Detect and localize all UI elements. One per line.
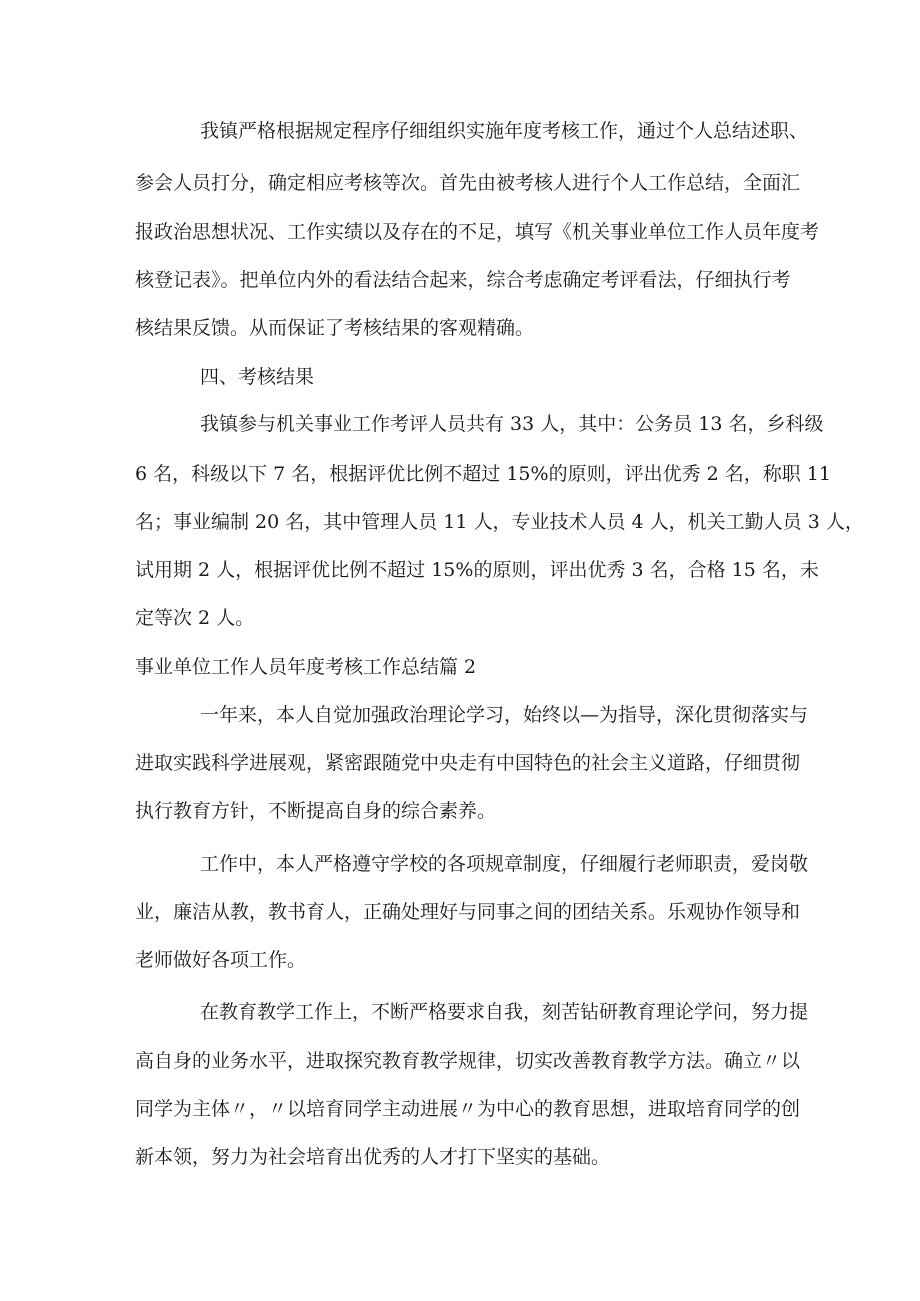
paragraph-1-line-2: 参会人员打分，确定相应考核等次。首先由被考核人进行个人工作总结，全面汇 xyxy=(135,172,801,194)
paragraph-2-line-3: 名；事业编制 20 名，其中管理人员 11 人，专业技术人员 4 人，机关工勤人员 3 人， xyxy=(135,511,864,533)
paragraph-3-line-3: 执行教育方针，不断提高自身的综合素养。 xyxy=(135,800,497,822)
paragraph-2-line-5: 定等次 2 人。 xyxy=(135,607,255,629)
paragraph-2-line-1: 我镇参与机关事业工作考评人员共有 33 人，其中：公务员 13 名，乡科级 xyxy=(200,413,824,435)
paragraph-4-line-2: 业，廉洁从教，教书育人，正确处理好与同事之间的团结关系。乐观协作领导和 xyxy=(135,901,801,923)
section-heading-results: 四、考核结果 xyxy=(200,366,315,388)
paragraph-2-line-2: 6 名，科级以下 7 名，根据评优比例不超过 15%的原则，评出优秀 2 名，称职 11 xyxy=(135,463,831,485)
paragraph-3-line-2: 进取实践科学进展观，紧密跟随党中央走有中国特色的社会主义道路，仔细贯彻 xyxy=(135,752,801,774)
paragraph-2-line-4: 试用期 2 人，根据评优比例不超过 15%的原则，评出优秀 3 名，合格 15 名，未 xyxy=(135,559,819,581)
section-title-part-2: 事业单位工作人员年度考核工作总结篇 2 xyxy=(135,656,477,678)
paragraph-1-line-1: 我镇严格根据规定程序仔细组织实施年度考核工作，通过个人总结述职、 xyxy=(200,120,809,142)
paragraph-5-line-1: 在教育教学工作上，不断严格要求自我，刻苦钻研教育理论学问，努力提 xyxy=(200,1001,809,1023)
paragraph-1-line-3: 报政治思想状况、工作实绩以及存在的不足，填写《机关事业单位工作人员年度考 xyxy=(135,221,820,243)
paragraph-5-line-4: 新本领，努力为社会培育出优秀的人才打下坚实的基础。 xyxy=(135,1146,611,1168)
paragraph-4-line-3: 老师做好各项工作。 xyxy=(135,949,307,971)
paragraph-5-line-2: 高自身的业务水平，进取探究教育教学规律，切实改善教育教学方法。确立〃以 xyxy=(135,1050,801,1072)
paragraph-1-line-4: 核登记表》。把单位内外的看法结合起来，综合考虑确定考评看法，仔细执行考 xyxy=(135,269,791,291)
paragraph-3-line-1: 一年来，本人自觉加强政治理论学习，始终以—为指导，深化贯彻落实与 xyxy=(200,704,809,726)
paragraph-5-line-3: 同学为主体〃，〃以培育同学主动进展〃为中心的教育思想，进取培育同学的创 xyxy=(135,1098,801,1120)
paragraph-1-line-5: 核结果反馈。从而保证了考核结果的客观精确。 xyxy=(135,317,535,339)
paragraph-4-line-1: 工作中，本人严格遵守学校的各项规章制度，仔细履行老师职责，爱岗敬 xyxy=(200,853,809,875)
